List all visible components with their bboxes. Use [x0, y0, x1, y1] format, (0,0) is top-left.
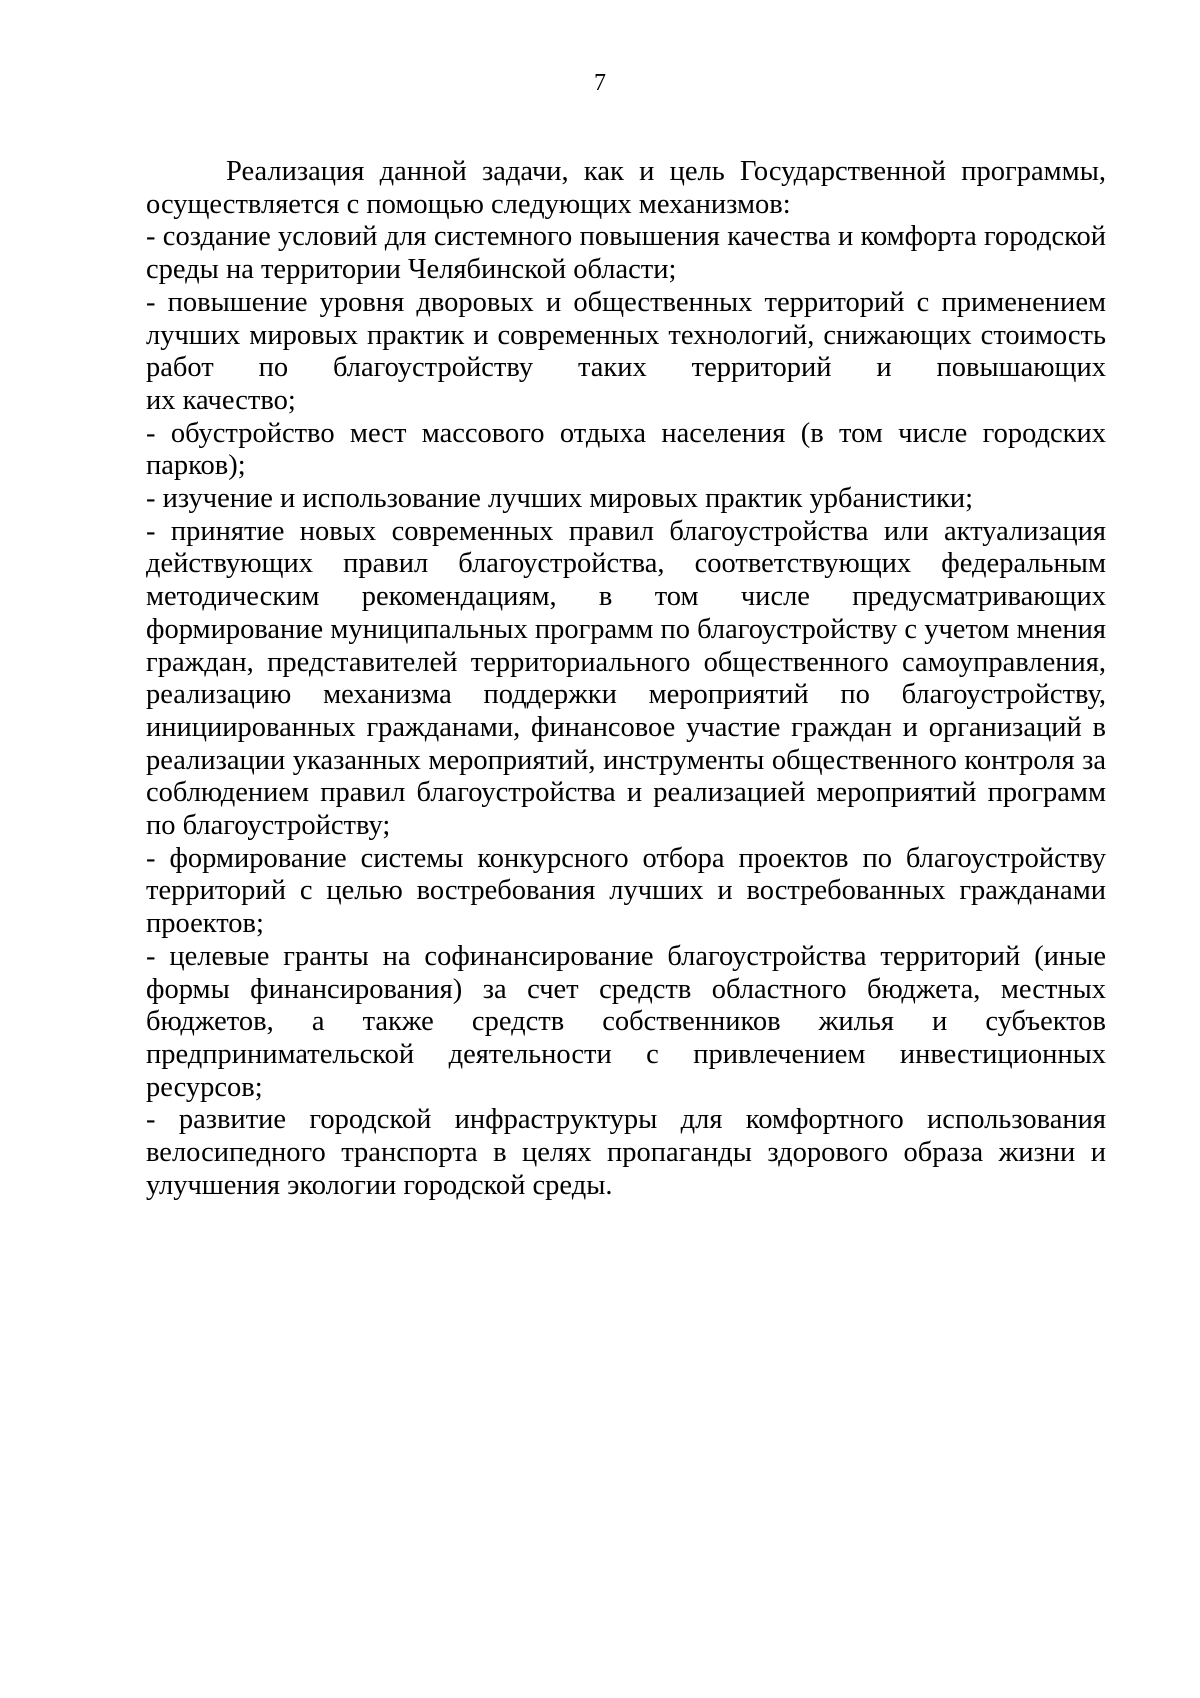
page-number: 7 [594, 70, 606, 96]
list-item: - принятие новых современных правил благоустройства или актуализация действующих правил благоустройства, соответствующих федеральным методическим рекомендациям, в том числе предусматривающих формирование муниципальных программ по благоустройству с учетом мнения граждан, представителей территориального общественного самоуправления, реализацию механизма поддержки мероприятий по благоустройству, инициированных гражданами, финансовое участие граждан и организаций в реализации указанных мероприятий, инструменты общественного контроля за соблюдением правил благоустройства и реализацией мероприятий программ по благоустройству; [146, 515, 1106, 842]
list-item: - развитие городской инфраструктуры для комфортного использования велосипедного транспорта в целях пропаганды здорового образа жизни и улучшения экологии городской среды. [146, 1104, 1106, 1201]
list-item-line: - повышение уровня дворовых и общественных территорий с применением лучших мировых практик и современных технологий, снижающих стоимость работ по благоустройству таких территорий и повышающих [146, 286, 1106, 384]
list-item: - целевые гранты на софинансирование благоустройства территорий (иные формы финансирования) за счет средств областного бюджета, местных бюджетов, а также средств собственников жилья и субъектов предпринимательской деятельности с привлечением инвестиционных ресурсов; [146, 940, 1106, 1103]
document-body [146, 156, 1106, 1203]
list-item: - создание условий для системного повышения качества и комфорта городской среды на территории Челябинской области; [146, 221, 1106, 286]
list-item: - изучение и использование лучших мировых практик урбанистики; [146, 483, 973, 515]
list-item: - обустройство мест массового отдыха населения (в том числе городских парков); [146, 417, 1106, 482]
list-item [146, 287, 1106, 418]
list-item-line: их качество; [146, 384, 296, 416]
list-item: - формирование системы конкурсного отбора проектов по благоустройству территорий с целью востребования лучших и востребованных гражданами проектов; [146, 842, 1106, 940]
intro-paragraph: Реализация данной задачи, как и цель Государственной программы, осуществляется с помощью следующих механизмов: [146, 156, 1106, 220]
